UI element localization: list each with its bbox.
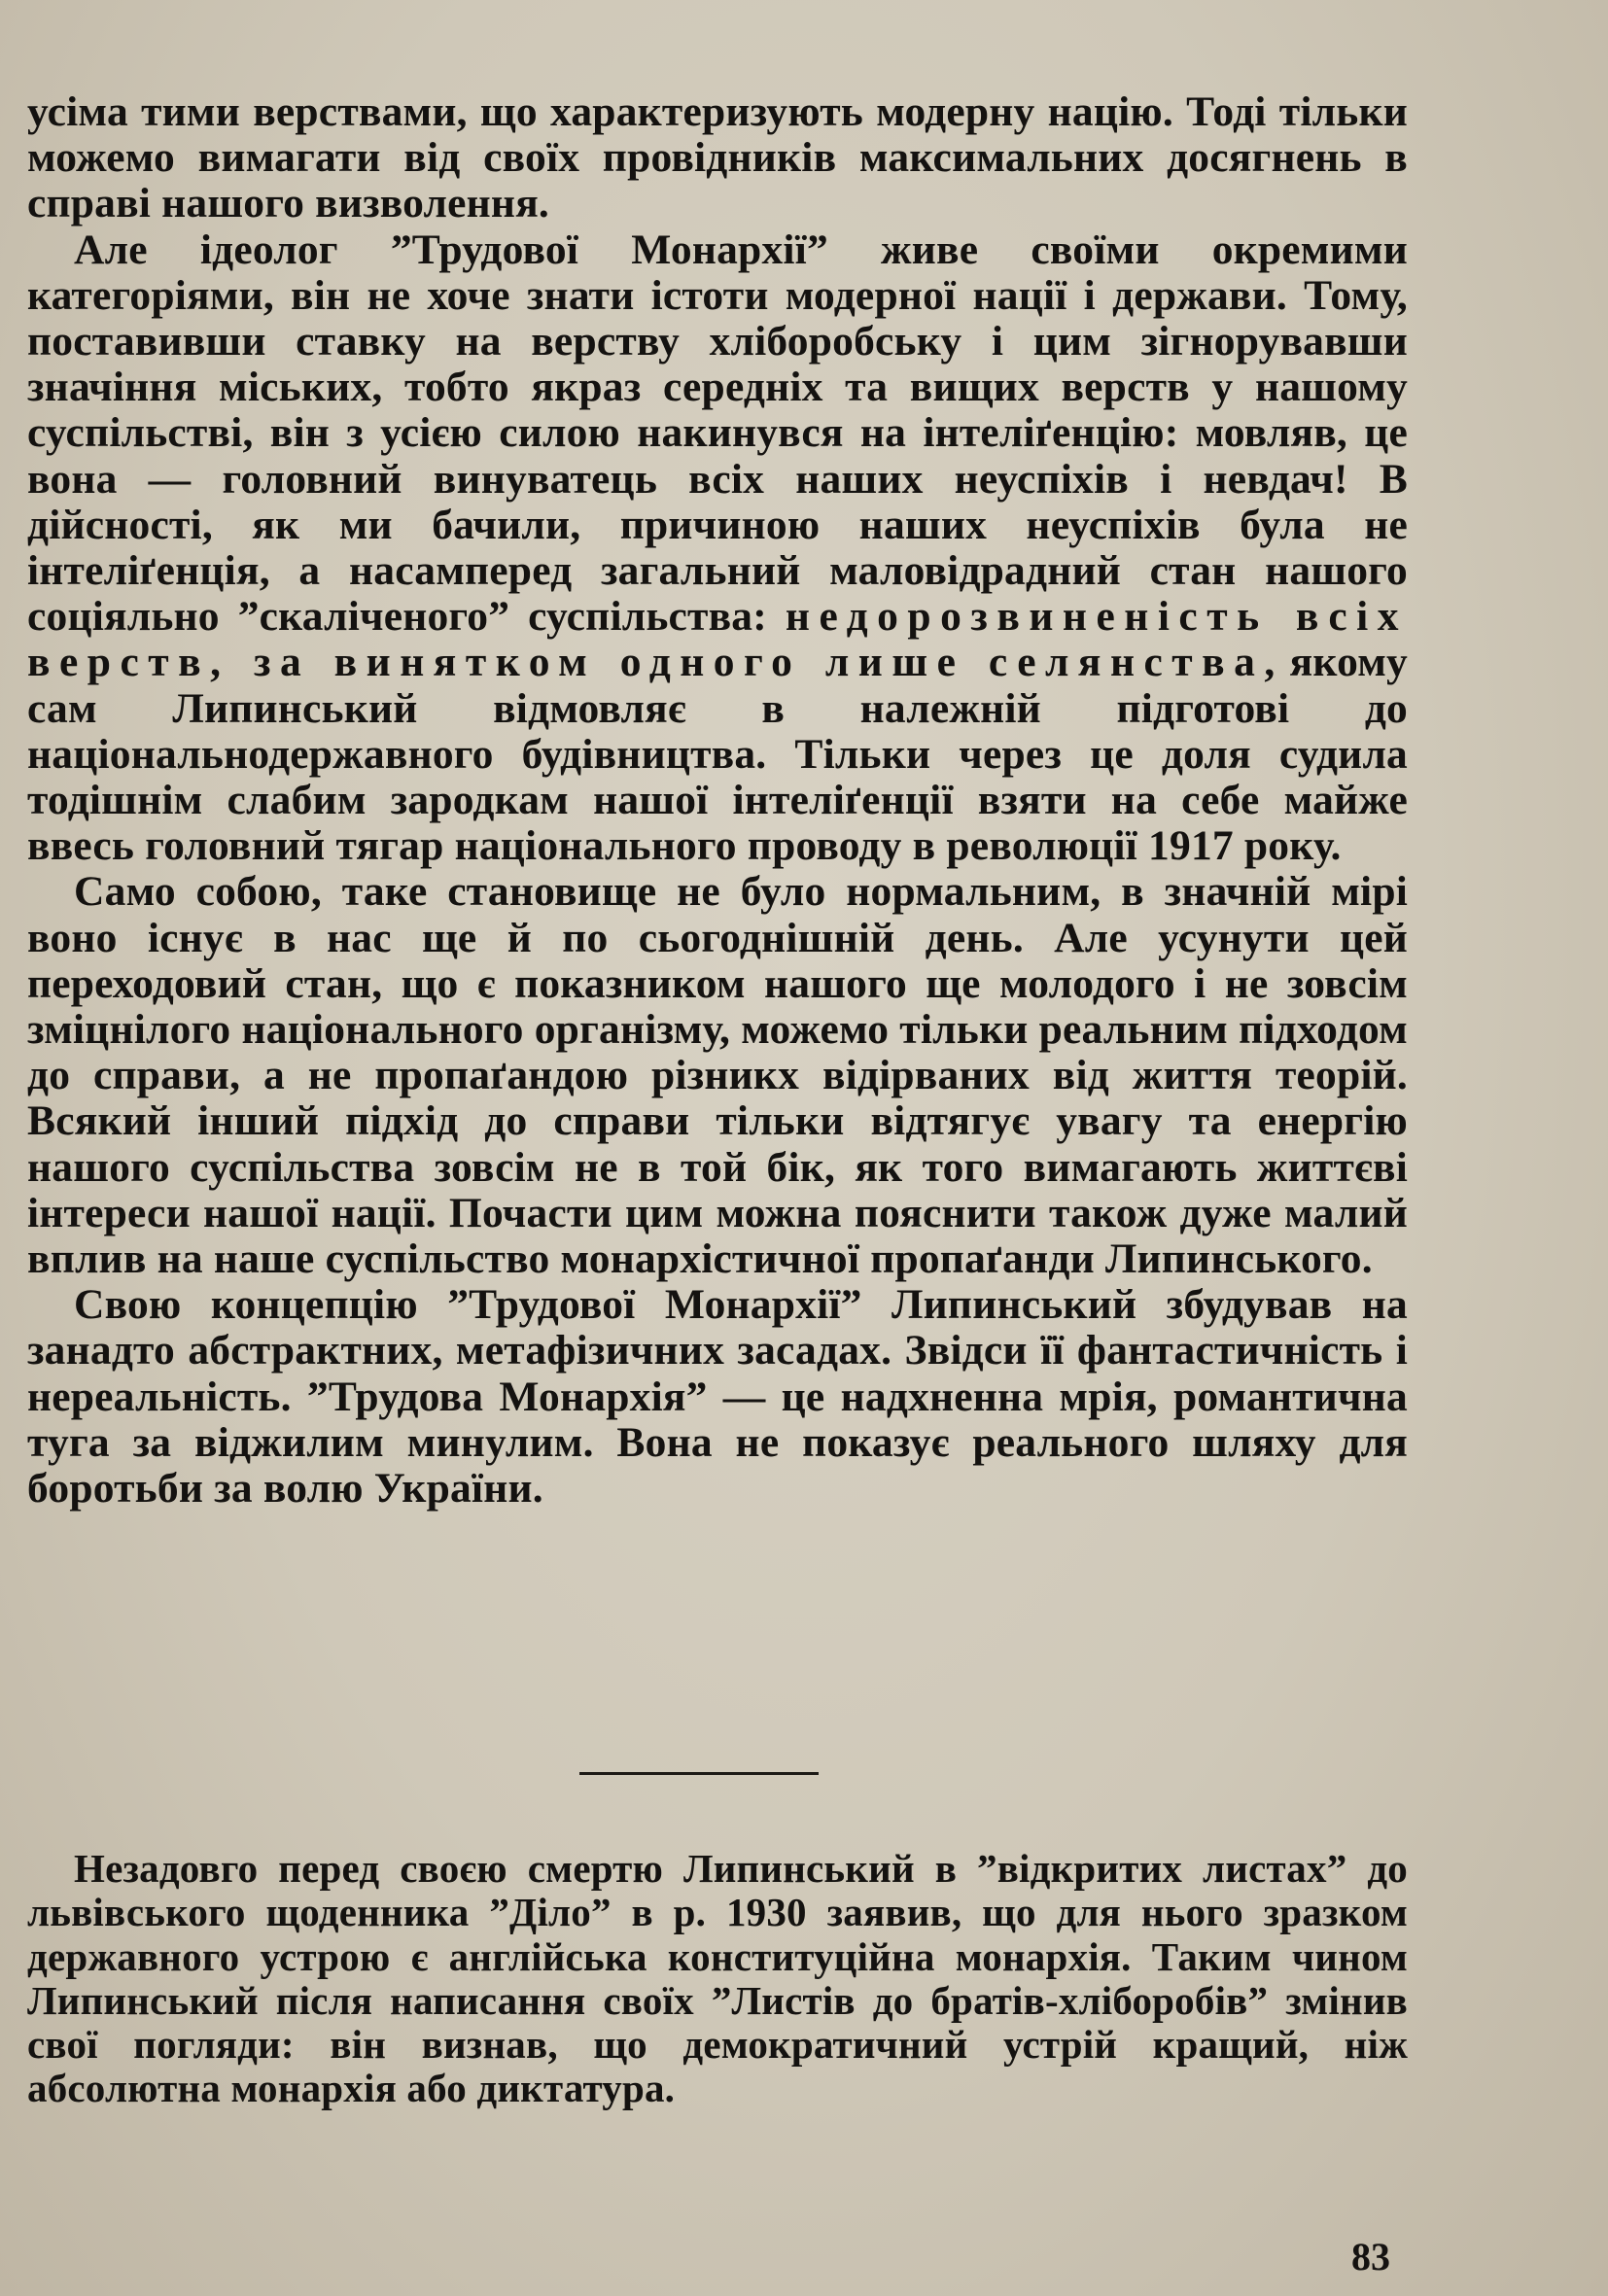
- paragraph-text: Свою концепцію ”Трудової Монархії” Липинський збудував на занадто абстрактних, метафізичних засадах. Звідси її фантастичність і нереальність. ”Трудова Монархія” — це надхненна мрія, романтична туга за віджилим минулим. Вона не показує реального шляху для боротьби за волю України.: [27, 1281, 1408, 1513]
- section-divider: [579, 1772, 819, 1775]
- spaced-emphasis-text: недорозвиненість всіх верств, за винятком одного лише селянства: [27, 593, 1408, 686]
- paragraph-4: [27, 1282, 1408, 1512]
- paragraph-1: [27, 89, 1408, 227]
- paragraph-text: Само собою, таке становище не було нормальним, в значній мірі воно існує в нас ще й по сьогоднішній день. Але усунути цей переходовий стан, що є показником нашого ще молодого і не зовсім зміцнілого національного організму, можемо тільки реальним підходом до справи, а не пропаґандою різникх відірваних від життя теорій. Всякий інший підхід до справи тільки відтягує увагу та енергію нашого суспільства зовсім не в той бік, як того вимагають життєві інтереси нашої нації. Почасти цим можна пояснити також дуже малий вплив на наше суспільство монархістичної пропаґанди Липинського.: [27, 868, 1408, 1283]
- paragraph-text: , якому сам Липинський відмовляє в належній підготові до національнодержавного будівництва. Тільки через це доля судила тодішнім слабим зародкам нашої інтеліґенції взяти на себе майже ввесь головний тягар національного проводу в революції 1917 року.: [27, 639, 1408, 870]
- paragraph-text: Але ідеолог ”Трудової Монархії” живе своїми окремими категоріями, він не хоче знати істоти модерної нації і держави. Тому, поставивши ставку на верству хліборобську і цим зігнорувавши значіння міських, тобто якраз середніх та вищих верств у нашому суспільстві, він з усією силою накинувся на інтеліґенцію: мовляв, це вона — головний винуватець всіх наших неуспіхів і невдач! В дійсності, як ми бачили, причиною наших неуспіхів була не інтеліґенція, а насамперед загальний маловідрадний стан нашого соціяльно ”скаліченого” суспільства:: [27, 226, 1408, 641]
- footnote: [27, 1847, 1408, 2111]
- paragraph-text: усіма тими верствами, що характеризують модерну націю. Тоді тільки можемо вимагати від своїх провідників максимальних досягнень в справі нашого визволення.: [27, 88, 1408, 227]
- paragraph-3: [27, 869, 1408, 1282]
- footnote-text: Незадовго перед своєю смертю Липинський в ”відкритих листах” до львівського щоденника ”Діло” в р. 1930 заявив, що для нього зразком державного устрою є англійська конституційна монархія. Таким чином Липинський після написання своїх ”Листів до братів-хліборобів” змінив свої погляди: він визнав, що демократичний устрій кращий, ніж абсолютна монархія або диктатура.: [27, 1846, 1408, 2111]
- page-number: 83: [1351, 2235, 1390, 2279]
- paragraph-2: [27, 227, 1408, 870]
- main-text: [27, 89, 1408, 1512]
